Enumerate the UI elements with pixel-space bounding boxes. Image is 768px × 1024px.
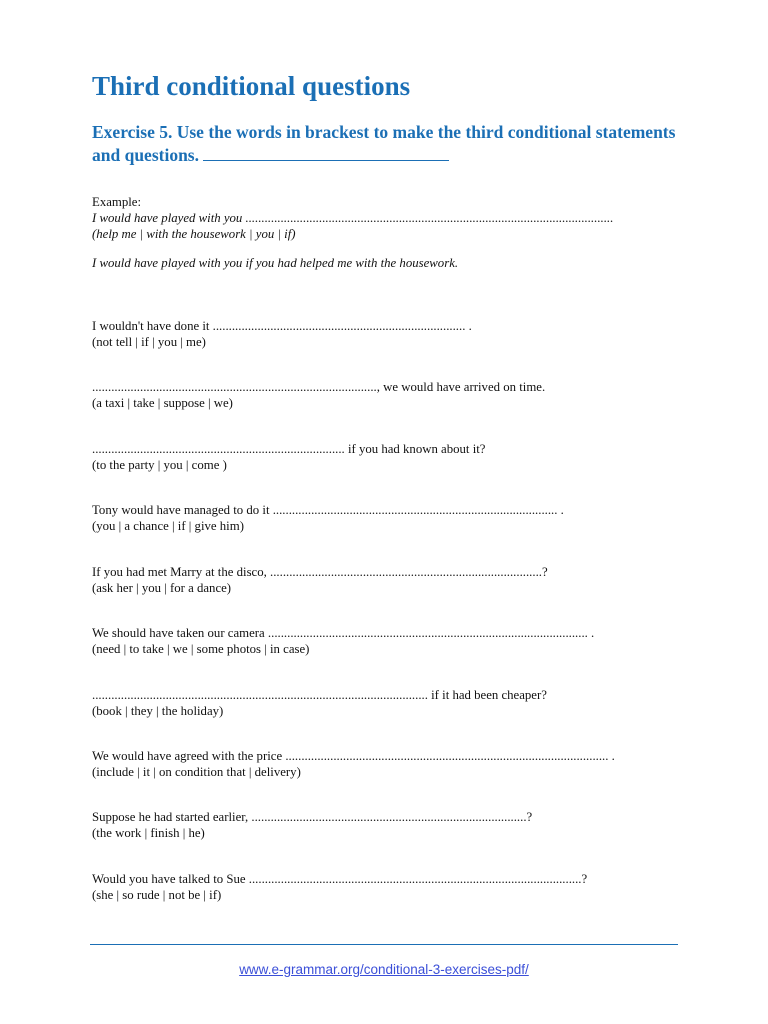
exercise-item-1 [92,318,472,350]
example-section [92,194,692,242]
exercise-hint: (a taxi | take | suppose | we) [92,396,233,410]
exercise-hint: (not tell | if | you | me) [92,335,206,349]
exercise-sentence: ............................................................................... if you had known about it? [92,442,486,456]
exercise-item-3 [92,441,485,473]
exercise-instructions [92,121,692,166]
exercise-item-2 [92,379,545,411]
exercise-sentence: ......................................................................................................... if it had been cheaper? [92,688,547,702]
exercise-hint: (you | a chance | if | give him) [92,519,244,533]
example-answer: I would have played with you if you had helped me with the housework. [92,256,459,270]
example-prompt: I would have played with you ................................................................................................................... [92,211,614,225]
exercise-hint: (ask her | you | for a dance) [92,581,232,595]
exercise-sentence: Suppose he had started earlier, ......................................................................................? [92,810,533,824]
footer-divider [90,944,678,945]
exercise-instructions-text: Exercise 5. Use the words in brackest to make the third conditional statements and questions. [92,122,676,165]
exercise-item-6 [92,625,594,657]
exercise-sentence: I wouldn't have done it ............................................................................... . [92,319,472,333]
footer-url-link[interactable]: www.e-grammar.org/conditional-3-exercises-pdf/ [239,962,529,977]
exercise-item-7 [92,687,547,719]
exercise-sentence: We would have agreed with the price ..................................................................................................... . [92,749,615,763]
exercise-sentence: Tony would have managed to do it ......................................................................................... . [92,503,564,517]
example-hint: (help me | with the housework | you | if) [92,227,296,241]
exercise-sentence: If you had met Marry at the disco, .....................................................................................? [92,565,548,579]
exercise-hint: (the work | finish | he) [92,826,205,840]
exercise-hint: (include | it | on condition that | delivery) [92,765,301,779]
exercise-hint: (she | so rude | not be | if) [92,888,222,902]
exercise-hint: (to the party | you | come ) [92,458,227,472]
exercise-item-8 [92,748,615,780]
exercise-sentence: Would you have talked to Sue ........................................................................................................? [92,872,588,886]
exercise-sentence: We should have taken our camera .................................................................................................... . [92,626,595,640]
page-title: Third conditional questions [92,71,411,101]
answer-blank [203,143,449,161]
exercise-item-5 [92,564,548,596]
example-label: Example: [92,195,142,209]
exercise-hint: (need | to take | we | some photos | in case) [92,642,310,656]
exercise-item-9 [92,809,532,841]
exercise-item-4 [92,502,564,534]
exercise-hint: (book | they | the holiday) [92,704,224,718]
exercise-sentence: ........................................................................................., we would have arrived on time. [92,380,546,394]
exercise-item-10 [92,871,587,903]
